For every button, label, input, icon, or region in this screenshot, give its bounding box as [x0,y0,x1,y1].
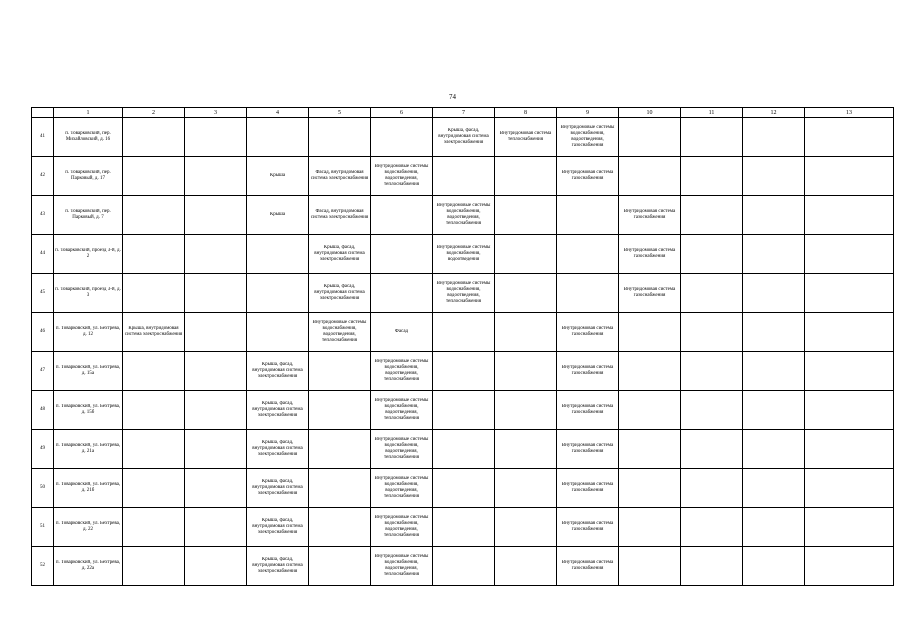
table-row [32,508,894,547]
table-cell [309,391,371,430]
table-cell [557,313,619,352]
repair-schedule-table [31,107,894,586]
cell-text: Внутридомовые системы водоснабжения, водоотведения, теплоснабжения [374,437,429,460]
table-cell [557,352,619,391]
table-cell [743,430,805,469]
table-cell [185,196,247,235]
cell-text: Крыша, фасад, внутридомовая система электроснабжения [252,401,303,418]
table-cell [433,508,495,547]
table-cell [433,313,495,352]
table-cell [619,274,681,313]
cell-text: Внутридомовые системы водоснабжения, водоотведения, теплоснабжения [436,203,491,226]
cell-text: Внутридомовая система теплоснабжения [499,131,552,142]
table-cell [433,469,495,508]
table-cell [123,469,185,508]
table-cell [123,391,185,430]
table-cell [123,352,185,391]
row-number: 43 [32,196,54,235]
table-cell [557,157,619,196]
table-cell [619,118,681,157]
table-cell [495,469,557,508]
row-number: 50 [32,469,54,508]
table-cell [185,235,247,274]
table-cell [123,430,185,469]
table-cell [309,547,371,586]
table-row [32,430,894,469]
cell-text: Крыша, внутридомовая система электроснабжения [124,326,183,337]
row-number: 44 [32,235,54,274]
cell-text: Крыша [269,212,286,217]
table-cell [619,469,681,508]
column-header: 1 [54,108,123,118]
table-cell [495,118,557,157]
table-cell [247,430,309,469]
table-cell [557,508,619,547]
table-cell [123,118,185,157]
table-cell [743,469,805,508]
cell-text: Внутридомовые системы водоснабжения, водоотведения, теплоснабжения [374,554,429,577]
table-row [32,157,894,196]
cell-text: Крыша, фасад, внутридомовая система электроснабжения [252,557,303,574]
table-cell [743,508,805,547]
cell-text: п. Товарковский, пер. Михайловский, д. 16 [65,131,111,142]
table-cell [247,118,309,157]
table-cell [619,547,681,586]
table-cell [433,352,495,391]
table-cell [309,196,371,235]
table-body [32,118,894,586]
cell-text: Внутридомовые системы водоснабжения, водоотведения [436,245,491,262]
table-cell [433,235,495,274]
cell-text: Фасад, внутридомовая система электроснабжения [310,170,369,181]
table-cell [805,235,894,274]
table-cell [247,508,309,547]
table-cell [805,352,894,391]
table-cell [371,196,433,235]
column-header: 10 [619,108,681,118]
table-row [32,313,894,352]
row-number: 48 [32,391,54,430]
table-cell [743,352,805,391]
table-cell [495,313,557,352]
cell-text: Внутридомовая система газоснабжения [561,170,614,181]
cell-text: Внутридомовая система газоснабжения [623,287,676,298]
row-number: 41 [32,118,54,157]
table-cell [743,391,805,430]
table-cell [185,391,247,430]
table-cell [495,430,557,469]
table-cell [309,274,371,313]
cell-text: п. Товарковский, ул. Бехтрева, д. 21б [55,482,121,493]
cell-text: Внутридомовая система газоснабжения [561,560,614,571]
table-cell [371,235,433,274]
table-cell [247,274,309,313]
table-cell [123,157,185,196]
row-number: 51 [32,508,54,547]
table-cell [309,508,371,547]
table-cell [123,196,185,235]
table-cell [123,508,185,547]
table-row [32,196,894,235]
table-cell [185,430,247,469]
column-header: 5 [309,108,371,118]
table-cell [681,235,743,274]
table-cell [681,508,743,547]
row-number: 46 [32,313,54,352]
table-cell [495,352,557,391]
cell-text: п. Товарковский, проезд 3-й, д. 2 [55,248,121,259]
table-cell [247,547,309,586]
table-cell [805,469,894,508]
table-cell [433,547,495,586]
page-number: 74 [449,93,456,101]
header-row [32,108,894,118]
table-cell [557,196,619,235]
cell-text: Внутридомовая система газоснабжения [561,443,614,454]
table-cell [185,118,247,157]
cell-text: Внутридомовая система газоснабжения [561,326,614,337]
cell-text: п. Товарковский, проезд 3-й, д. 3 [55,287,121,298]
table-cell [619,235,681,274]
table-cell [309,313,371,352]
address-cell [54,469,123,508]
cell-text: п. Товарковский, ул. Бехтрева, д. 12 [55,326,121,337]
table-cell [433,196,495,235]
cell-text: Крыша, фасад, внутридомовая система электроснабжения [252,440,303,457]
table-cell [247,391,309,430]
table-cell [557,547,619,586]
table-cell [743,313,805,352]
table-cell [681,352,743,391]
column-header: 2 [123,108,185,118]
cell-text: Внутридомовые системы водоснабжения, водоотведения, теплоснабжения [374,164,429,187]
table-cell [681,157,743,196]
table-cell [743,157,805,196]
address-cell [54,235,123,274]
table-cell [371,157,433,196]
address-cell [54,391,123,430]
table-cell [247,157,309,196]
table-cell [681,430,743,469]
address-cell [54,508,123,547]
table-cell [247,196,309,235]
table-cell [309,469,371,508]
table-cell [371,313,433,352]
address-cell [54,157,123,196]
table-cell [743,118,805,157]
table-cell [433,118,495,157]
table-row [32,391,894,430]
table-cell [185,352,247,391]
cell-text: Внутридомовые системы водоснабжения, водоотведения, теплоснабжения [374,476,429,499]
table-cell [309,235,371,274]
address-cell [54,313,123,352]
table-cell [743,547,805,586]
table-cell [495,274,557,313]
cell-text: Внутридомовые системы водоснабжения, водоотведения, теплоснабжения [436,281,491,304]
cell-text: Крыша, фасад, внутридомовая система электроснабжения [314,284,365,301]
table-cell [309,157,371,196]
table-cell [495,196,557,235]
table-cell [495,508,557,547]
table-cell [681,196,743,235]
cell-text: Внутридомовые системы водоснабжения, водоотведения, теплоснабжения [374,359,429,382]
table-cell [123,547,185,586]
address-cell [54,430,123,469]
column-header: 9 [557,108,619,118]
table-cell [619,313,681,352]
table-cell [185,508,247,547]
cell-text: Внутридомовая система газоснабжения [561,521,614,532]
table-cell [371,352,433,391]
column-header: 3 [185,108,247,118]
row-number: 45 [32,274,54,313]
table-cell [681,469,743,508]
table-cell [619,196,681,235]
table-cell [371,430,433,469]
table-cell [805,313,894,352]
cell-text: Внутридомовые системы водоснабжения, водоотведения, теплоснабжения [374,398,429,421]
cell-text: Крыша, фасад, внутридомовая система электроснабжения [252,518,303,535]
table-cell [309,118,371,157]
table-cell [805,547,894,586]
table-cell [681,313,743,352]
row-number: 42 [32,157,54,196]
row-number: 49 [32,430,54,469]
table-cell [247,235,309,274]
table-cell [619,508,681,547]
table-cell [557,118,619,157]
table-cell [123,235,185,274]
table-cell [309,430,371,469]
table-cell [247,352,309,391]
table-cell [557,391,619,430]
table-cell [557,274,619,313]
cell-text: Фасад [394,329,409,334]
address-cell [54,274,123,313]
cell-text: Внутридомовая система газоснабжения [623,248,676,259]
table-cell [371,547,433,586]
cell-text: Крыша [269,173,286,178]
table-cell [805,196,894,235]
table-cell [681,547,743,586]
cell-text: п. Товарковский, ул. Бехтрева, д. 15б [55,404,121,415]
table-cell [557,235,619,274]
cell-text: Крыша, фасад, внутридомовая система электроснабжения [252,479,303,496]
table-cell [495,157,557,196]
table-cell [805,430,894,469]
address-cell [54,547,123,586]
table-cell [371,118,433,157]
table-cell [185,157,247,196]
table-cell [433,430,495,469]
cell-text: Внутридомовая система газоснабжения [561,482,614,493]
table-cell [743,274,805,313]
table-cell [371,508,433,547]
cell-text: Внутридомовая система газоснабжения [623,209,676,220]
table-cell [433,274,495,313]
table-cell [371,469,433,508]
cell-text: Фасад, внутридомовая система электроснабжения [310,209,369,220]
table-cell [123,274,185,313]
cell-text: Крыша, фасад, внутридомовая система электроснабжения [314,245,365,262]
column-header: 8 [495,108,557,118]
table-cell [805,157,894,196]
cell-text: Крыша, фасад, внутридомовая система электроснабжения [438,128,489,145]
table-cell [805,274,894,313]
table-cell [619,352,681,391]
table-cell [743,196,805,235]
table-row [32,235,894,274]
table-cell [185,313,247,352]
column-header-index [32,108,54,118]
table-row [32,469,894,508]
address-cell [54,196,123,235]
cell-text: п. Товарковский, ул. Бехтрева, д. 22а [55,560,121,571]
cell-text: Внутридомовая система газоснабжения [561,365,614,376]
cell-text: п. Товарковский, пер. Парковый, д. 7 [65,209,111,220]
cell-text: Внутридомовая система газоснабжения [561,404,614,415]
table-cell [557,469,619,508]
table-cell [185,547,247,586]
cell-text: п. Товарковский, ул. Бехтрева, д. 15а [55,365,121,376]
table-cell [433,391,495,430]
cell-text: Внутридомовые системы водоснабжения, водоотведения, теплоснабжения [374,515,429,538]
cell-text: п. Товарковский, ул. Бехтрева, д. 22 [55,521,121,532]
column-header: 12 [743,108,805,118]
table-cell [619,430,681,469]
column-header: 4 [247,108,309,118]
cell-text: п. Товарковский, ул. Бехтрева, д. 21а [55,443,121,454]
table-row [32,352,894,391]
table-cell [247,313,309,352]
column-header: 11 [681,108,743,118]
table-row [32,118,894,157]
table-cell [185,274,247,313]
address-cell [54,118,123,157]
table-cell [619,391,681,430]
table-cell [371,274,433,313]
cell-text: п. Товарковский, пер. Парковый, д. 17 [65,170,111,181]
table-cell [681,118,743,157]
table-cell [371,391,433,430]
table-cell [681,391,743,430]
table-row [32,547,894,586]
table-cell [557,430,619,469]
table-cell [185,469,247,508]
column-header: 6 [371,108,433,118]
table-cell [433,157,495,196]
cell-text: Внутридомовые системы водоснабжения, водоотведения, газоснабжения [560,125,615,148]
cell-text: Крыша, фасад, внутридомовая система электроснабжения [252,362,303,379]
table-cell [681,274,743,313]
table-cell [805,118,894,157]
table-cell [805,391,894,430]
table-cell [495,547,557,586]
address-cell [54,352,123,391]
table-cell [743,235,805,274]
table-cell [309,352,371,391]
table-cell [619,157,681,196]
table-cell [805,508,894,547]
row-number: 47 [32,352,54,391]
column-header: 7 [433,108,495,118]
table-cell [495,235,557,274]
table-cell [495,391,557,430]
table-cell [123,313,185,352]
row-number: 52 [32,547,54,586]
table-row [32,274,894,313]
cell-text: Внутридомовые системы водоснабжения, водоотведения, теплоснабжения [312,320,367,343]
table-cell [247,469,309,508]
column-header: 13 [805,108,894,118]
